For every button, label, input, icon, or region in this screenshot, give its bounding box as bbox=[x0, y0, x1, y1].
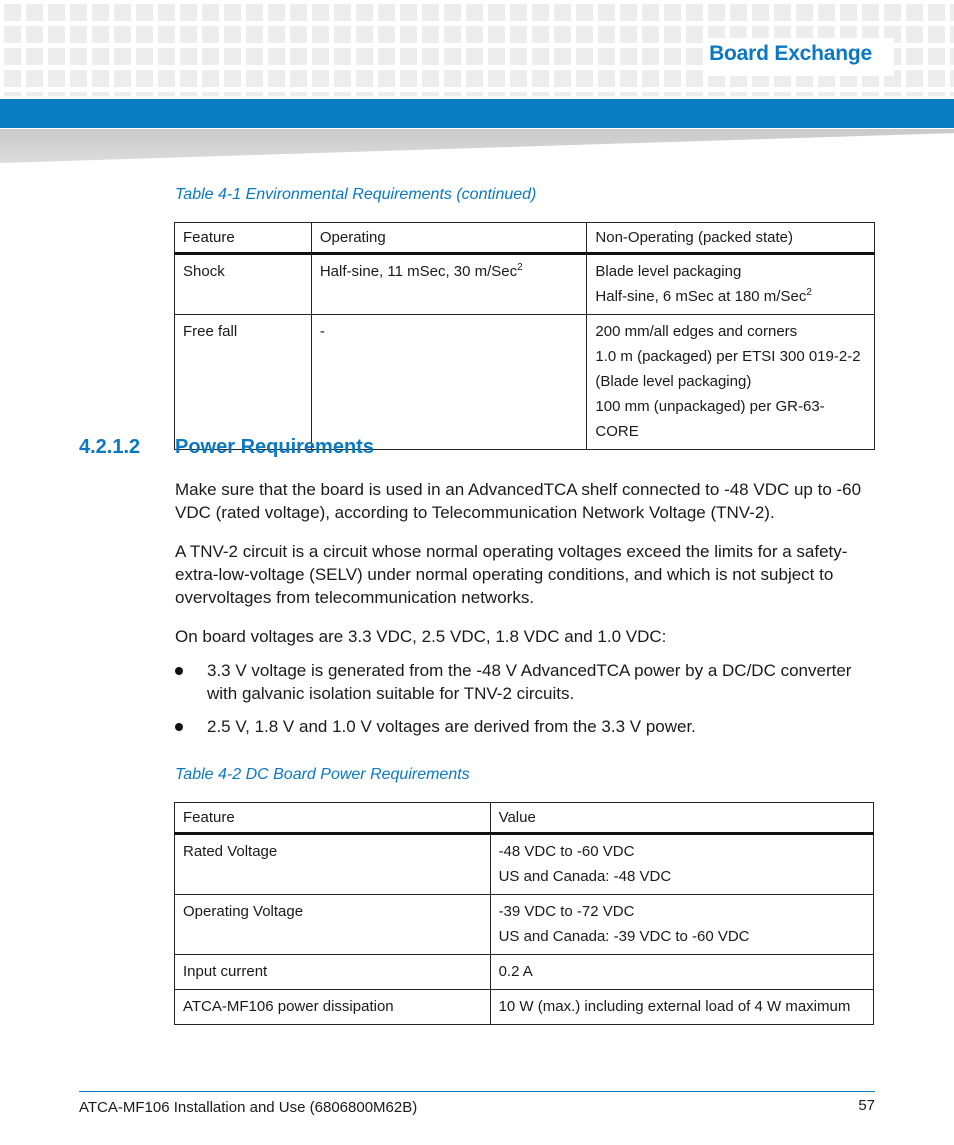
table2-cell-feature: Operating Voltage bbox=[175, 895, 491, 955]
table-row bbox=[175, 254, 875, 315]
section-title: Power Requirements bbox=[175, 436, 374, 458]
list-item-text: 3.3 V voltage is generated from the -48 V AdvancedTCA power by a DC/DC converter with galvanic isolation suitable for TNV-2 circuits. bbox=[207, 661, 852, 703]
table2-dc-power-requirements bbox=[174, 802, 874, 1025]
section-number: 4.2.1.2 bbox=[79, 436, 141, 458]
section-heading bbox=[79, 436, 374, 459]
cell-line: -48 VDC to -60 VDC bbox=[498, 843, 635, 860]
superscript: 2 bbox=[517, 262, 523, 273]
table2-header-cell: Value bbox=[490, 803, 873, 834]
list-item bbox=[175, 715, 880, 738]
header-blue-bar bbox=[0, 99, 954, 128]
cell-line: US and Canada: -48 VDC bbox=[498, 868, 672, 885]
cell-line: -39 VDC to -72 VDC bbox=[498, 903, 635, 920]
table1-cell-feature: Shock bbox=[175, 254, 312, 315]
paragraph-onboard-voltages: On board voltages are 3.3 VDC, 2.5 VDC, 1.8 VDC and 1.0 VDC: bbox=[175, 627, 667, 646]
cell-line: 10 W (max.) including external load of 4 W maximum bbox=[498, 998, 851, 1015]
cell-line bbox=[595, 284, 866, 309]
table-row bbox=[175, 955, 874, 990]
cell-line: 0.2 A bbox=[498, 963, 533, 980]
cell-line: (Blade level packaging) bbox=[595, 373, 752, 390]
table1-environmental-requirements bbox=[174, 222, 875, 450]
superscript: 2 bbox=[806, 287, 812, 298]
table2-cell-feature: Rated Voltage bbox=[175, 834, 491, 895]
table1-header-row bbox=[175, 223, 875, 254]
footer-rule bbox=[79, 1091, 875, 1092]
cell-line: 1.0 m (packaged) per ETSI 300 019-2-2 bbox=[595, 348, 861, 365]
table2-caption: Table 4-2 DC Board Power Requirements bbox=[175, 766, 470, 783]
footer-doc-title: ATCA-MF106 Installation and Use (6806800M62B) bbox=[79, 1099, 418, 1116]
table2-cell-value bbox=[490, 955, 873, 990]
table-row bbox=[175, 315, 875, 450]
table1-header-cell: Feature bbox=[175, 223, 312, 254]
table1-cell-non-operating bbox=[587, 254, 875, 315]
header-grey-wedge bbox=[0, 129, 954, 163]
table1-header-cell: Operating bbox=[311, 223, 587, 254]
bullet-icon bbox=[175, 723, 183, 731]
table1-header-cell: Non-Operating (packed state) bbox=[587, 223, 875, 254]
footer-page-number: 57 bbox=[858, 1097, 875, 1114]
cell-line: Blade level packaging bbox=[595, 263, 742, 280]
table-row bbox=[175, 990, 874, 1025]
bullet-icon bbox=[175, 667, 183, 675]
list-item bbox=[175, 659, 880, 705]
table1-cell-operating bbox=[311, 254, 587, 315]
table1-caption: Table 4-1 Environmental Requirements (continued) bbox=[175, 186, 537, 203]
table2-cell-value bbox=[490, 895, 873, 955]
table2-cell-feature: Input current bbox=[175, 955, 491, 990]
table2-header-row bbox=[175, 803, 874, 834]
table-row bbox=[175, 834, 874, 895]
cell-line: 100 mm (unpackaged) per GR-63-CORE bbox=[595, 398, 825, 440]
table1-cell-non-operating bbox=[587, 315, 875, 450]
header-section-title: Board Exchange bbox=[709, 42, 872, 65]
cell-line: US and Canada: -39 VDC to -60 VDC bbox=[498, 928, 750, 945]
paragraph-tnv2-definition: A TNV-2 circuit is a circuit whose normal operating voltages exceed the limits for a safety-extra-low-voltage (SELV) under normal operating conditions, and which is not subject to overvoltages from telecommunication networks. bbox=[175, 542, 848, 607]
table2-cell-feature: ATCA-MF106 power dissipation bbox=[175, 990, 491, 1025]
cell-text: Half-sine, 6 mSec at 180 m/Sec bbox=[595, 288, 807, 305]
cell-text: Half-sine, 11 mSec, 30 m/Sec bbox=[319, 263, 518, 280]
table1-cell-operating: - bbox=[311, 315, 587, 450]
table2-header-cell: Feature bbox=[175, 803, 491, 834]
list-item-text: 2.5 V, 1.8 V and 1.0 V voltages are derived from the 3.3 V power. bbox=[207, 717, 696, 736]
paragraph-shelf-voltage: Make sure that the board is used in an AdvancedTCA shelf connected to -48 VDC up to -60 VDC (rated voltage), according to Telecommunication Network Voltage (TNV-2). bbox=[175, 480, 862, 522]
table2-cell-value bbox=[490, 834, 873, 895]
cell-line: 200 mm/all edges and corners bbox=[595, 323, 798, 340]
table2-cell-value bbox=[490, 990, 873, 1025]
table1-cell-feature: Free fall bbox=[175, 315, 312, 450]
table-row bbox=[175, 895, 874, 955]
